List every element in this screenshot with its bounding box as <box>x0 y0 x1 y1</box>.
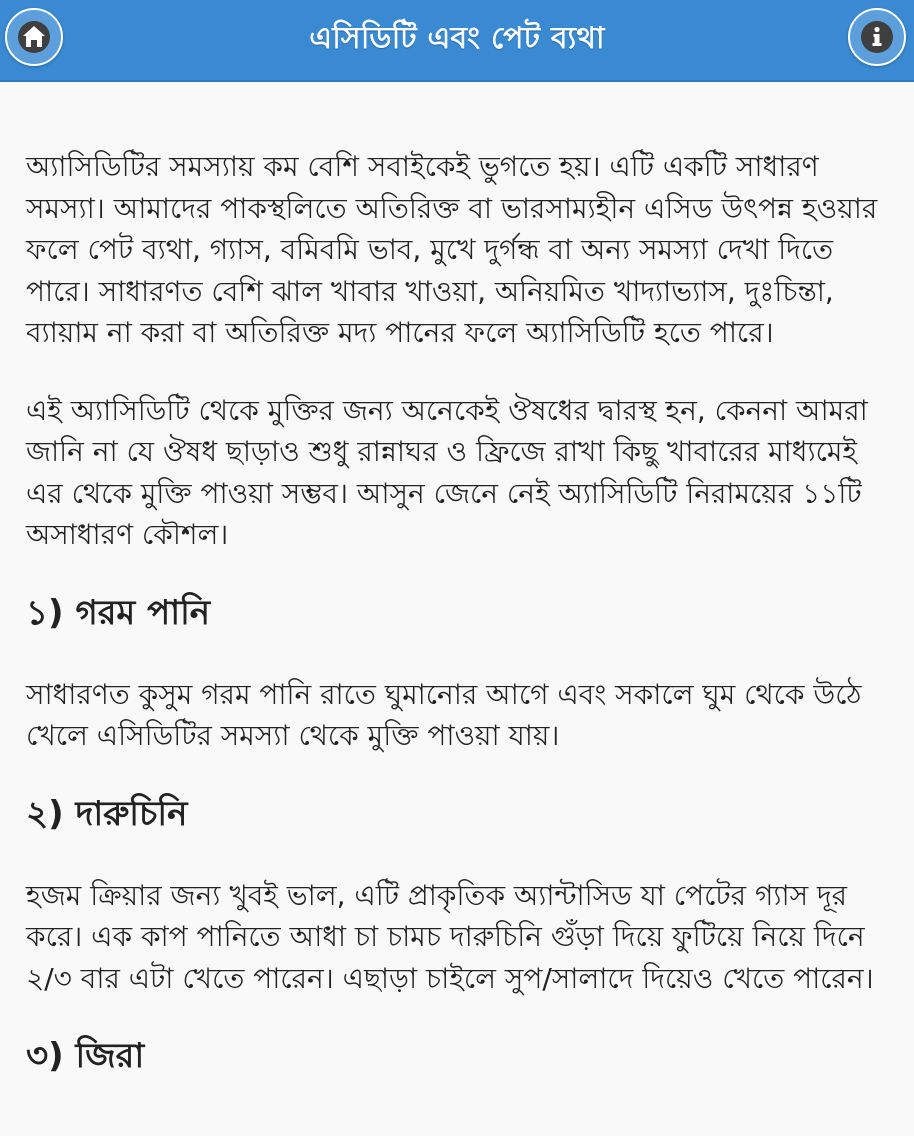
info-icon <box>850 10 904 64</box>
info-button[interactable] <box>848 8 906 66</box>
home-button[interactable] <box>5 8 63 66</box>
home-icon <box>7 10 61 64</box>
page-title: এসিডিটি এবং পেট ব্যথা <box>309 21 605 56</box>
section-body-cinnamon: হজম ক্রিয়ার জন্য খুবই ভাল, এটি প্রাকৃতিক অ্যান্টাসিড যা পেটের গ্যাস দূর করে। এক কাপ পানিতে আধা চা চামচ দারুচিনি গুঁড়া দিয়ে ফুটিয়ে নিয়ে দিনে ২/৩ বার এটা খেতে পারেন। এছাড়া চাইলে সুপ/সালাদে দিয়েও খেতে পারেন। <box>26 878 874 995</box>
section-heading-hot-water: ১) গরম পানি <box>26 592 211 633</box>
app-header <box>0 0 914 82</box>
section-body-hot-water: সাধারণত কুসুম গরম পানি রাতে ঘুমানোর আগে এবং সকালে ঘুম থেকে উঠে খেলে এসিডিটির সমস্যা থেকে মুক্তি পাওয়া যায়। <box>26 677 862 752</box>
intro-paragraph-1: অ্যাসিডিটির সমস্যায় কম বেশি সবাইকেই ভুগতে হয়। এটি একটি সাধারণ সমস্যা। আমাদের পাকস্থলিতে অতিরিক্ত বা ভারসাম্যহীন এসিড উৎপন্ন হওয়ার ফলে পেট ব্যথা, গ্যাস, বমিবমি ভাব, মুখে দুর্গন্ধ বা অন্য সমস্যা দেখা দিতে পারে। সাধারণত বেশি ঝাল খাবার খাওয়া, অনিয়মিত খাদ্যাভ্যাস, দুঃচিন্তা, ব্যায়াম না করা বা অতিরিক্ত মদ্য পানের ফলে অ্যাসিডিটি হতে পারে। <box>26 150 878 349</box>
intro-paragraph-2: এই অ্যাসিডিটি থেকে মুক্তির জন্য অনেকেই ঔষধের দ্বারস্থ হন, কেননা আমরা জানি না যে ঔষধ ছাড়াও শুধু রান্নাঘর ও ফ্রিজে রাখা কিছু খাবারের মাধ্যমেই এর থেকে মুক্তি পাওয়া সম্ভব। আসুন জেনে নেই অ্যাসিডিটি নিরাময়ের ১১টি অসাধারণ কৌশল। <box>26 393 868 551</box>
section-heading-cinnamon: ২) দারুচিনি <box>26 793 188 834</box>
section-heading-cumin: ৩) জিরা <box>26 1036 145 1076</box>
article-content <box>26 146 888 1117</box>
